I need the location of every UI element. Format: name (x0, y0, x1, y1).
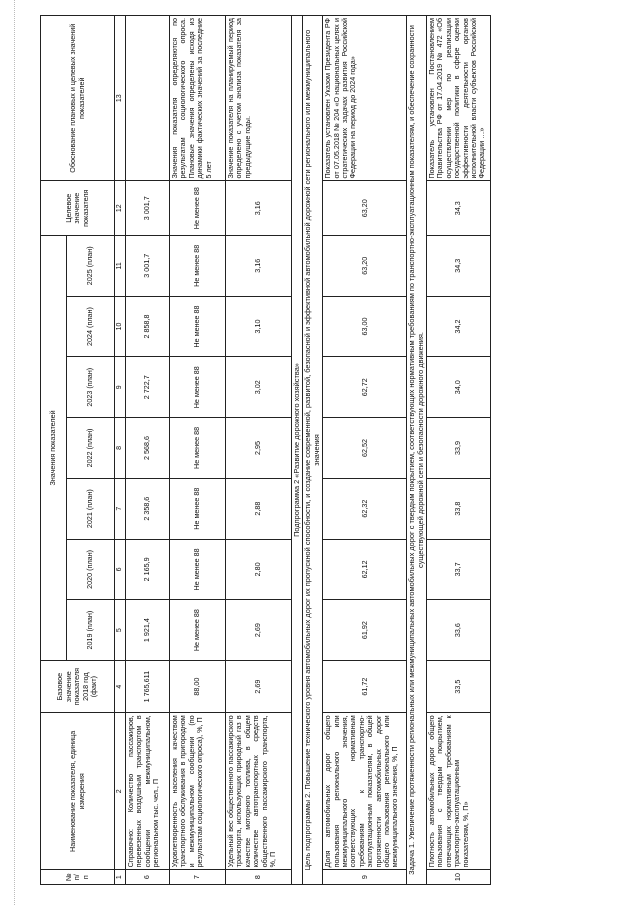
column-number: 7 (115, 478, 126, 539)
basis-text: Значение показателя на планируемый период определено с учетом анализа показателя за предыдущие годы. (226, 16, 292, 181)
scan-margin (0, 0, 15, 905)
plan-value: 62,32 (323, 478, 407, 539)
task-row (407, 16, 427, 885)
base-value: 33,5 (427, 660, 491, 712)
row-number: 6 (126, 870, 170, 885)
target-value: Не менее 88 (170, 181, 226, 235)
plan-value: Не менее 88 (170, 418, 226, 479)
plan-value: 62,52 (323, 418, 407, 479)
plan-value: 63,00 (323, 296, 407, 357)
basis-text: Показатель установлен Указом Президента РФ от 07.05.2018 № 204 «О национальных целях и стратегических задачах развития Российской Федерации на период до 2024 года» (323, 16, 407, 181)
plan-value: 3 001,7 (126, 235, 170, 296)
plan-value: 2 568,6 (126, 418, 170, 479)
target-value: 63,20 (323, 181, 407, 235)
plan-value: 34,3 (427, 235, 491, 296)
year-header: 2024 (план) (67, 296, 115, 357)
base-value: 1 765,611 (126, 660, 170, 712)
plan-value: 1 921,4 (126, 600, 170, 661)
plan-value: 34,0 (427, 357, 491, 418)
plan-value: 2 858,8 (126, 296, 170, 357)
column-number: 1 (115, 870, 126, 885)
column-number: 6 (115, 539, 126, 600)
year-header: 2021 (план) (67, 478, 115, 539)
year-header: 2019 (план) (67, 600, 115, 661)
col-no-header: № п/п (41, 870, 115, 885)
plan-value: Не менее 88 (170, 357, 226, 418)
base-value: 88,00 (170, 660, 226, 712)
indicator-name: Доля автомобильных дорог общего пользования регионального или межмуниципального значения, соответствующих нормативным требованиям к транспортно-эксплуатационным показателям, в общей протяженности автомобильных дорог общего пользования регионального или межмуниципального значения, %, П (323, 713, 407, 870)
col-name-header: Наименование показателя, единица измерения (41, 713, 115, 870)
year-header: 2020 (план) (67, 539, 115, 600)
column-number: 5 (115, 600, 126, 661)
column-number: 10 (115, 296, 126, 357)
col-basis-header: Обоснование плановых и целевых значений показателей (41, 16, 115, 181)
base-value: 2,69 (226, 660, 292, 712)
plan-value: 3,02 (226, 357, 292, 418)
plan-value: 62,12 (323, 539, 407, 600)
plan-value: Не менее 88 (170, 235, 226, 296)
column-number: 2 (115, 713, 126, 870)
year-header: 2025 (план) (67, 235, 115, 296)
plan-value: 33,6 (427, 600, 491, 661)
target-value: 3 001,7 (126, 181, 170, 235)
row-number: 7 (170, 870, 226, 885)
column-number: 11 (115, 235, 126, 296)
indicator-name: Удовлетворенность населения качеством транспортного обслуживания в пригородном и межмуниципальном сообщении (по результатам социологического опроса), %, П (170, 713, 226, 870)
year-header: 2022 (план) (67, 418, 115, 479)
column-number: 9 (115, 357, 126, 418)
subprogram-row (292, 16, 303, 885)
indicator-name: Плотность автомобильных дорог общего пользования с твердым покрытием, отвечающих нормативным требованиям к транспортно-эксплуатационным показателям, %, П» (427, 713, 491, 870)
plan-value: 3,16 (226, 235, 292, 296)
column-number: 8 (115, 418, 126, 479)
subprogram-title: Подпрограмма 2 «Развитие дорожного хозяйства» (292, 16, 303, 885)
plan-value: 33,9 (427, 418, 491, 479)
column-number: 13 (115, 16, 126, 181)
task-text: Задача 1. Увеличение протяженности региональных или межмуниципальных автомобильных дорог с твердым покрытием, соответствующих нормативным требованиям по транспортно-эксплуатационным показателям, и обеспечение сохранности существующей дорожной сети и безопасности дорожного движения. (407, 16, 427, 885)
goal-row (303, 16, 323, 885)
plan-value: Не менее 88 (170, 600, 226, 661)
table-row (226, 16, 292, 885)
rotated-table-container (40, 15, 600, 885)
basis-text: Показатель установлен Постановлением Правительства РФ от 17.04.2019 № 472 «Об осуществлении мер по реализации государственной политики в сфере оценки эффективности деятельности органов исполнительной власти субъектов Российской Федерации …» (427, 16, 491, 181)
indicator-name: Удельный вес общественного пассажирского транспорта, использующих природный газ в качестве моторного топлива, в общем количестве автотранспортных средств общественного пассажирского транспорта, %, П (226, 713, 292, 870)
plan-value: Не менее 88 (170, 296, 226, 357)
plan-value: 2 165,9 (126, 539, 170, 600)
row-number: 9 (323, 870, 407, 885)
plan-value: 3,10 (226, 296, 292, 357)
plan-value: 61,92 (323, 600, 407, 661)
plan-value: 2 722,7 (126, 357, 170, 418)
indicator-name: Справочно: Количество пассажиров, перевезенных воздушным транспортом в сообщении межмуниципальном, региональном тыс. чел., П (126, 713, 170, 870)
column-number: 4 (115, 660, 126, 712)
col-base-header: Базовое значение показателя 2018 год (факт) (41, 660, 115, 712)
column-numbers-row (115, 16, 126, 885)
plan-value: 2,69 (226, 600, 292, 661)
target-value: 3,16 (226, 181, 292, 235)
table-row (427, 16, 491, 885)
plan-value: 2,88 (226, 478, 292, 539)
column-number: 12 (115, 181, 126, 235)
col-values-group-header: Значения показателей (41, 235, 67, 660)
year-header: 2023 (план) (67, 357, 115, 418)
base-value: 61,72 (323, 660, 407, 712)
plan-value: 33,7 (427, 539, 491, 600)
plan-value: 33,8 (427, 478, 491, 539)
plan-value: 63,20 (323, 235, 407, 296)
col-target-header: Целевое значение показателя (41, 181, 115, 235)
plan-value: 2,80 (226, 539, 292, 600)
goal-text: Цель подпрограммы 2. Повышение технического уровня автомобильных дорог их пропускной способности, и создание современной, развитой, безопасной и эффективной автомобильной дорожной сети регионального или межмуниципального значения (303, 16, 323, 885)
table-row (323, 16, 407, 885)
plan-value: Не менее 88 (170, 539, 226, 600)
plan-value: Не менее 88 (170, 478, 226, 539)
row-number: 8 (226, 870, 292, 885)
indicators-table (40, 15, 491, 885)
target-value: 34,3 (427, 181, 491, 235)
row-number: 10 (427, 870, 491, 885)
basis-text: Значения показателя определяются по результатам социологического опроса. Плановые значения определены исходя из динамики фактических значений за последние 5 лет (170, 16, 226, 181)
basis-text (126, 16, 170, 181)
table-row (170, 16, 226, 885)
plan-value: 34,2 (427, 296, 491, 357)
plan-value: 62,72 (323, 357, 407, 418)
plan-value: 2 358,6 (126, 478, 170, 539)
plan-value: 2,95 (226, 418, 292, 479)
table-row (126, 16, 170, 885)
